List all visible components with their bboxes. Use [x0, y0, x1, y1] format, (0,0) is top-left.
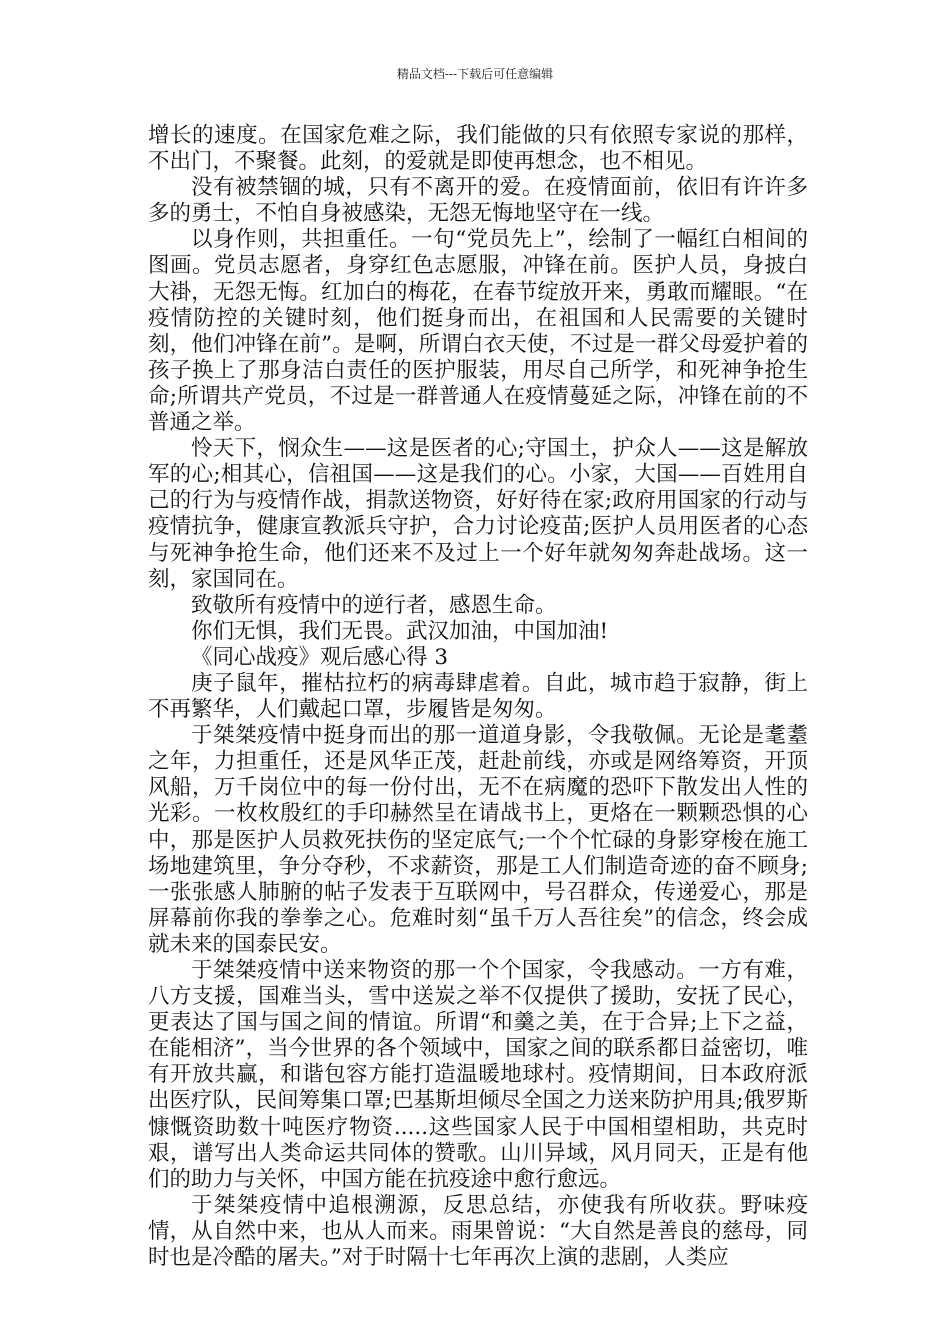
paragraph-6: 你们无惧，我们无畏。武汉加油，中国加油! [191, 618, 609, 644]
paragraph-2: 没有被禁锢的城，只有不离开的爱。在疫情面前，依旧有许许多多的勇士，不怕自身被感染，无怨无悔地坚守在一线。 [148, 175, 808, 227]
paragraph-8: 于桀桀疫情中挺身而出的那一道道身影，令我敬佩。无论是耄耋之年，力担重任，还是风华正茂，赶赴前线，亦或是网络筹资，开顶风船，万千岗位中的每一份付出，无不在病魔的恐吓下散发出人性的光彩。一枚枚殷红的手印赫然呈在请战书上，更烙在一颗颗恐惧的心中，那是医护人员救死扶伤的坚定底气;一个个忙碌的身影穿梭在施工场地建筑里，争分夺秒，不求薪资，那是工人们制造奇迹的奋不顾身;一张张感人肺腑的帖子发表于互联网中，号召群众，传递爱心，那是屏幕前你我的拳拳之心。危难时刻“虽千万人吾往矣”的信念，终会成就未来的国泰民安。 [148, 723, 808, 957]
paragraph-5: 致敬所有疫情中的逆行者，感恩生命。 [191, 592, 557, 618]
section-title: 《同心战疫》观后感心得 3 [191, 644, 449, 670]
page-header: 精品文档---下载后可任意编辑 [396, 67, 554, 81]
paragraph-7: 庚子鼠年，摧枯拉朽的病毒肆虐着。自此，城市趋于寂静，街上不再繁华，人们戴起口罩，步履皆是匆匆。 [148, 670, 808, 723]
document-body [148, 123, 808, 1271]
paragraph-9: 于桀桀疫情中送来物资的那一个个国家，令我感动。一方有难，八方支援，国难当头，雪中送炭之举不仅提供了援助，安抚了民心，更表达了国与国之间的情谊。所谓“和羹之美，在于合异;上下之益，在能相济”，当今世界的各个领域中，国家之间的联系都日益密切，唯有开放共赢，和谐包容方能打造温暖地球村。疫情期间，日本政府派出医疗队，民间筹集口罩;巴基斯坦倾尽全国之力送来防护用具;俄罗斯慷慨资助数十吨医疗物资.....这些国家人民于中国相望相助，共克时艰，谱写出人类命运共同体的赞歌。山川异域，风月同天，正是有他们的助力与关怀，中国方能在抗疫途中愈行愈远。 [148, 958, 808, 1192]
paragraph-10: 于桀桀疫情中追根溯源，反思总结，亦使我有所收获。野味疫情，从自然中来，也从人而来。雨果曾说：“大自然是善良的慈母，同时也是冷酷的屠夫。”对于时隔十七年再次上演的悲剧，人类应 [148, 1192, 808, 1271]
paragraph-3: 以身作则，共担重任。一句“党员先上”，绘制了一幅红白相间的图画。党员志愿者，身穿红色志愿服，冲锋在前。医护人员，身披白大褂，无怨无悔。红加白的梅花，在春节绽放开来，勇敢而耀眼。“在疫情防控的关键时刻，他们挺身而出，在祖国和人民需要的关键时刻，他们冲锋在前”。是啊，所谓白衣天使，不过是一群父母爱护着的孩子换上了那身洁白责任的医护服装，用尽自己所学，和死神争抢生命;所谓共产党员，不过是一群普通人在疫情蔓延之际，冲锋在前的不普通之举。 [148, 227, 808, 436]
paragraph-1: 增长的速度。在国家危难之际，我们能做的只有依照专家说的那样，不出门，不聚餐。此刻，的爱就是即使再想念，也不相见。 [148, 123, 808, 175]
paragraph-4: 怜天下，悯众生——这是医者的心;守国土，护众人——这是解放军的心;相其心，信祖国——这是我们的心。小家，大国——百姓用自己的行为与疫情作战，捐款送物资，好好待在家;政府用国家的行动与疫情抗争，健康宣教派兵守护，合力讨论疫苗;医护人员用医者的心态与死神争抢生命，他们还来不及过上一个好年就匆匆奔赴战场。这一刻，家国同在。 [148, 436, 808, 592]
